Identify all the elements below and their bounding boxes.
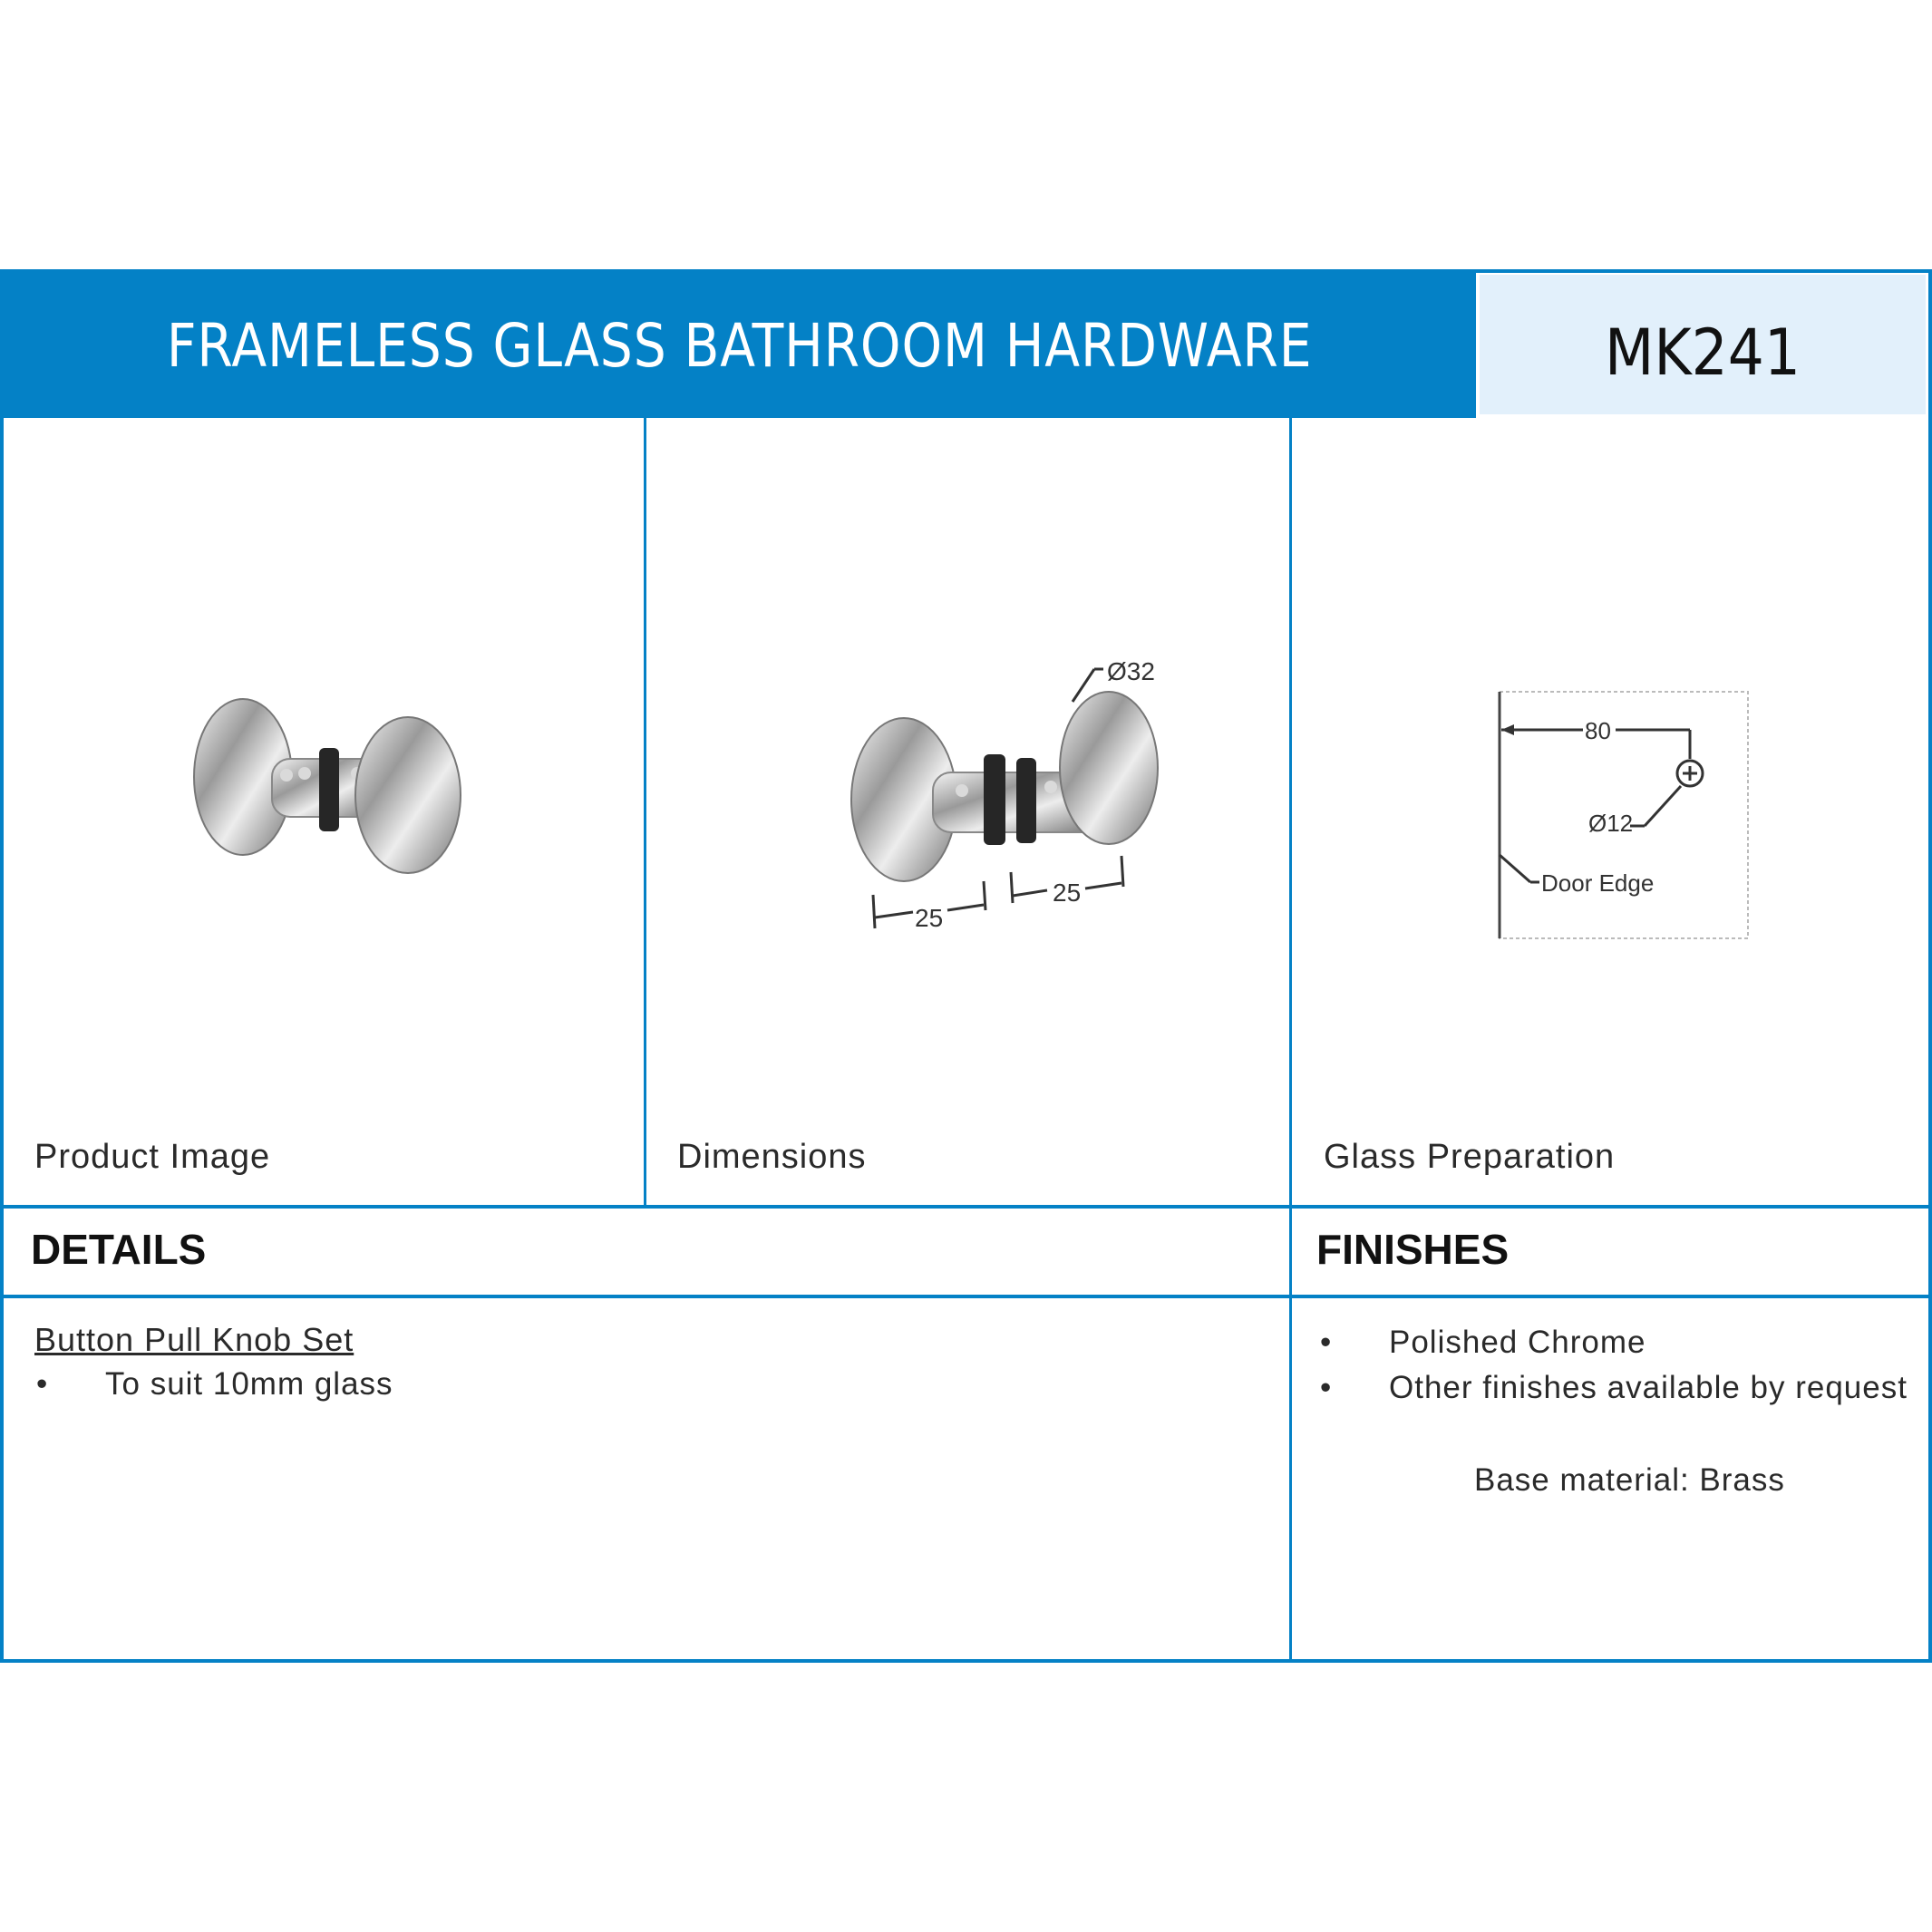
finishes-heading: FINISHES (1316, 1226, 1510, 1273)
bullet-icon: • (36, 1366, 49, 1402)
divider-panels-details (0, 1205, 1932, 1209)
page-title: FRAMELESS GLASS BATHROOM HARDWARE (167, 310, 1313, 381)
hole-diameter-label: Ø12 (1588, 810, 1634, 837)
outer-frame (0, 269, 1932, 1663)
dimension-left-label: 25 (915, 904, 944, 932)
divider-heading-body (0, 1295, 1932, 1298)
door-edge-label: Door Edge (1541, 869, 1655, 897)
dimensions-drawing (839, 655, 1219, 936)
base-material: Base material: Brass (1474, 1462, 1785, 1498)
details-title: Button Pull Knob Set (34, 1321, 354, 1358)
divider-image-dimensions (644, 418, 646, 1207)
diameter-label: Ø32 (1107, 657, 1155, 685)
bullet-icon: • (1320, 1325, 1333, 1360)
dimension-right-label: 25 (1053, 879, 1082, 907)
product-image-knob (181, 695, 471, 904)
product-image-caption: Product Image (34, 1138, 271, 1176)
glass-prep-drawing (1492, 686, 1755, 940)
glass-prep-caption: Glass Preparation (1324, 1138, 1616, 1176)
bullet-icon: • (1320, 1370, 1333, 1405)
divider-dimensions-prep (1289, 418, 1292, 1661)
offset-label: 80 (1585, 717, 1611, 744)
dimensions-caption: Dimensions (677, 1138, 867, 1176)
details-heading: DETAILS (31, 1226, 207, 1273)
spec-sheet: FRAMELESS GLASS BATHROOM HARDWARE MK241 Product Image Ø32 25 25 Dimensions 80 Ø12 Door Edge Glass Preparation DETAILS FINISHES Button Pull Knob Set • To suit 10mm glass • Polished Chrome • Other finishes available by request Base material: Brass (0, 269, 1932, 1663)
product-code: MK241 (1605, 316, 1801, 390)
